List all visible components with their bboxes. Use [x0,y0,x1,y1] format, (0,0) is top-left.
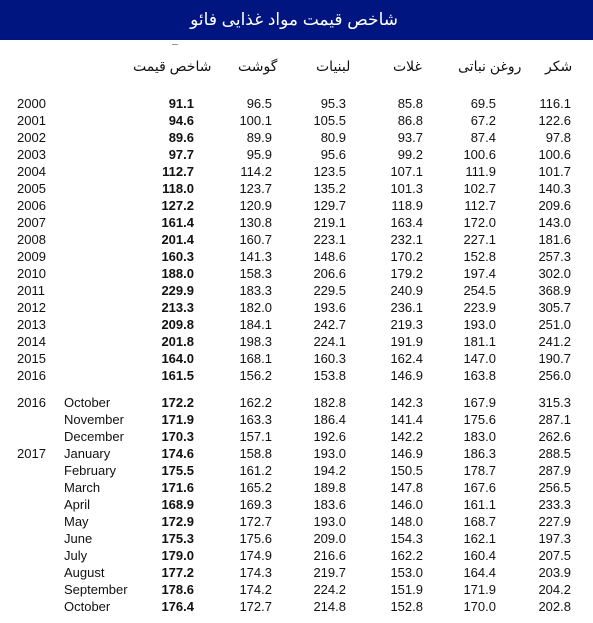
cell-cereals: 147.8 [390,480,423,495]
year: 2017 [17,446,46,461]
cell-cereals: 93.7 [397,130,423,145]
cell-index: 160.3 [161,249,194,264]
table-row [0,445,593,462]
cell-sugar: 209.6 [538,198,571,213]
cell-cereals: 170.2 [390,249,423,264]
month: May [64,514,89,529]
year: 2016 [17,368,46,383]
cell-meat: 162.2 [239,395,272,410]
month: August [64,565,105,580]
cell-cereals: 101.3 [390,181,423,196]
cell-cereals: 150.5 [390,463,423,478]
cell-sugar: 207.5 [538,548,571,563]
cell-cereals: 99.2 [397,147,423,162]
cell-meat: 174.2 [239,582,272,597]
cell-cereals: 146.0 [390,497,423,512]
table-row [0,350,593,367]
year: 2014 [17,334,46,349]
cell-index: 118.0 [162,181,194,196]
cell-dairy: 214.8 [313,599,346,614]
table-row [0,112,593,129]
cell-index: 175.5 [161,463,194,478]
title-bar [0,0,593,40]
cell-sugar: 190.7 [538,351,571,366]
cell-sugar: 143.0 [538,215,571,230]
cell-sugar: 262.6 [538,429,571,444]
cell-cereals: 162.4 [390,351,423,366]
cell-oils: 69.5 [470,96,496,111]
cell-dairy: 206.6 [313,266,346,281]
cell-oils: 164.4 [463,565,496,580]
cell-sugar: 227.9 [538,514,571,529]
table-row [0,411,593,428]
cell-dairy: 135.2 [313,181,346,196]
cell-sugar: 204.2 [538,582,571,597]
cell-dairy: 224.2 [313,582,346,597]
table-row [0,547,593,564]
year: 2001 [17,113,46,128]
header-sugar: شکر [545,58,573,74]
table-row [0,214,593,231]
year: 2013 [17,317,46,332]
cell-meat: 158.3 [239,266,272,281]
cell-index: 168.9 [161,497,194,512]
cell-dairy: 219.1 [313,215,346,230]
cell-cereals: 148.0 [390,514,423,529]
cell-sugar: 140.3 [538,181,571,196]
cell-index: 112.7 [162,164,194,179]
cell-index: 178.6 [161,582,194,597]
cell-oils: 193.0 [463,317,496,332]
cell-cereals: 154.3 [390,531,423,546]
cell-oils: 111.9 [465,164,496,179]
cell-cereals: 85.8 [397,96,423,111]
header-oils: روغن نباتی [458,58,522,74]
cell-index: 213.3 [161,300,194,315]
cell-index: 177.2 [161,565,194,580]
cell-index: 175.3 [161,531,194,546]
cell-dairy: 216.6 [313,548,346,563]
cell-sugar: 302.0 [538,266,571,281]
table-row [0,197,593,214]
cell-meat: 182.0 [239,300,272,315]
cell-index: 176.4 [161,599,194,614]
cell-dairy: 95.6 [320,147,346,162]
cell-cereals: 219.3 [390,317,423,332]
cell-meat: 172.7 [239,599,272,614]
cell-dairy: 219.7 [313,565,346,580]
table-row [0,316,593,333]
year: 2016 [17,395,46,410]
cell-index: 171.6 [161,480,194,495]
year: 2003 [17,147,46,162]
cell-meat: 89.9 [246,130,272,145]
cell-meat: 161.2 [239,463,272,478]
cell-cereals: 142.2 [390,429,423,444]
cell-sugar: 203.9 [538,565,571,580]
cell-sugar: 305.7 [538,300,571,315]
cell-cereals: 153.0 [390,565,423,580]
header-meat: گوشت [238,58,278,74]
cell-index: 172.9 [161,514,194,529]
cell-cereals: 141.4 [390,412,423,427]
year: 2004 [17,164,46,179]
cell-meat: 175.6 [239,531,272,546]
cell-sugar: 256.0 [538,368,571,383]
cell-sugar: 101.7 [538,164,571,179]
cell-oils: 87.4 [470,130,496,145]
table-row [0,479,593,496]
month: June [64,531,93,546]
year: 2005 [17,181,46,196]
month: December [64,429,124,444]
table-row [0,581,593,598]
cell-index: 201.4 [161,232,194,247]
table-row [0,248,593,265]
year: 2002 [17,130,46,145]
cell-oils: 172.0 [463,215,496,230]
cell-cereals: 118.9 [391,198,423,213]
cell-oils: 168.7 [463,514,496,529]
cell-oils: 197.4 [463,266,496,281]
table-row [0,231,593,248]
year: 2010 [17,266,46,281]
table-row [0,95,593,112]
table-row [0,462,593,479]
year: 2006 [17,198,46,213]
cell-dairy: 189.8 [313,480,346,495]
table-row [0,282,593,299]
cell-index: 161.5 [161,368,194,383]
year: 2007 [17,215,46,230]
cell-dairy: 182.8 [313,395,346,410]
cell-cereals: 240.9 [390,283,423,298]
cell-meat: 141.3 [239,249,272,264]
cell-oils: 171.9 [463,582,496,597]
cell-oils: 112.7 [464,198,496,213]
cell-sugar: 181.6 [538,232,571,247]
cell-meat: 165.2 [239,480,272,495]
cell-sugar: 287.9 [538,463,571,478]
table-row [0,146,593,163]
cell-meat: 157.1 [239,429,272,444]
cell-oils: 147.0 [463,351,496,366]
cell-index: 174.6 [161,446,194,461]
cell-index: 188.0 [161,266,194,281]
cell-meat: 172.7 [239,514,272,529]
cell-meat: 130.8 [239,215,272,230]
cell-cereals: 232.1 [390,232,423,247]
cell-oils: 160.4 [463,548,496,563]
cell-index: 97.7 [168,147,194,162]
cell-dairy: 223.1 [313,232,346,247]
cell-index: 201.8 [161,334,194,349]
cell-meat: 169.3 [239,497,272,512]
cell-oils: 170.0 [463,599,496,614]
cell-cereals: 236.1 [390,300,423,315]
year: 2012 [17,300,46,315]
header-dairy: لبنیات [316,58,351,74]
year: 2011 [17,283,45,298]
year: 2000 [17,96,46,111]
cell-oils: 227.1 [463,232,496,247]
table-row [0,428,593,445]
header-index: شاخص قیمت [133,58,212,74]
cell-meat: 100.1 [239,113,272,128]
cell-sugar: 122.6 [538,113,571,128]
cell-oils: 223.9 [463,300,496,315]
year: 2015 [17,351,46,366]
cell-sugar: 100.6 [538,147,571,162]
cell-meat: 158.8 [239,446,272,461]
cell-dairy: 193.6 [313,300,346,315]
cell-cereals: 107.1 [390,164,423,179]
cell-oils: 186.3 [463,446,496,461]
cell-oils: 167.6 [463,480,496,495]
cell-cereals: 179.2 [390,266,423,281]
cell-dairy: 105.5 [313,113,346,128]
cell-dairy: 193.0 [313,446,346,461]
table-row [0,496,593,513]
cell-index: 172.2 [161,395,194,410]
month: October [64,599,111,614]
cell-oils: 163.8 [463,368,496,383]
cell-sugar: 288.5 [538,446,571,461]
cell-sugar: 97.8 [545,130,571,145]
cell-meat: 120.9 [239,198,272,213]
cell-sugar: 287.1 [538,412,571,427]
cell-meat: 174.3 [239,565,272,580]
cell-sugar: 315.3 [538,395,571,410]
table-row [0,129,593,146]
cell-dairy: 229.5 [313,283,346,298]
cell-dairy: 193.0 [313,514,346,529]
cell-oils: 102.7 [463,181,496,196]
cell-oils: 167.9 [463,395,496,410]
header-divider [172,44,178,45]
cell-meat: 183.3 [239,283,272,298]
cell-dairy: 160.3 [313,351,346,366]
cell-sugar: 256.5 [538,480,571,495]
cell-oils: 100.6 [463,147,496,162]
cell-meat: 184.1 [239,317,272,332]
cell-sugar: 202.8 [538,599,571,614]
month: November [64,412,124,427]
cell-meat: 174.9 [239,548,272,563]
cell-sugar: 116.1 [539,96,571,111]
cell-oils: 181.1 [463,334,496,349]
cell-oils: 152.8 [463,249,496,264]
page-title: شاخص قیمت مواد غذایی فائو [190,10,398,29]
month: January [64,446,111,461]
cell-cereals: 142.3 [390,395,423,410]
cell-dairy: 153.8 [313,368,346,383]
month: March [64,480,101,495]
cell-dairy: 183.6 [313,497,346,512]
month: February [64,463,117,478]
cell-cereals: 162.2 [390,548,423,563]
cell-index: 94.6 [168,113,194,128]
cell-oils: 175.6 [463,412,496,427]
cell-dairy: 209.0 [313,531,346,546]
cell-oils: 254.5 [463,283,496,298]
cell-sugar: 241.2 [538,334,571,349]
month: October [64,395,111,410]
cell-cereals: 151.9 [390,582,423,597]
month: April [64,497,91,512]
cell-meat: 95.9 [246,147,272,162]
cell-dairy: 224.1 [313,334,346,349]
cell-index: 229.9 [161,283,194,298]
cell-dairy: 192.6 [313,429,346,444]
cell-dairy: 242.7 [313,317,346,332]
cell-index: 209.8 [161,317,194,332]
cell-cereals: 86.8 [397,113,423,128]
cell-dairy: 194.2 [313,463,346,478]
cell-dairy: 95.3 [320,96,346,111]
cell-oils: 161.1 [463,497,496,512]
cell-sugar: 251.0 [538,317,571,332]
cell-dairy: 80.9 [320,130,346,145]
cell-index: 179.0 [161,548,194,563]
cell-sugar: 368.9 [538,283,571,298]
month: September [64,582,128,597]
cell-meat: 114.2 [240,164,272,179]
table-row [0,163,593,180]
cell-dairy: 186.4 [313,412,346,427]
cell-index: 127.2 [161,198,194,213]
cell-meat: 96.5 [246,96,272,111]
cell-dairy: 129.7 [313,198,346,213]
cell-index: 89.6 [168,130,194,145]
cell-meat: 168.1 [239,351,272,366]
table-row [0,180,593,197]
cell-meat: 163.3 [239,412,272,427]
cell-oils: 178.7 [463,463,496,478]
cell-cereals: 163.4 [390,215,423,230]
cell-sugar: 257.3 [538,249,571,264]
table-row [0,333,593,350]
year: 2008 [17,232,46,247]
cell-meat: 123.7 [239,181,272,196]
cell-cereals: 146.9 [390,446,423,461]
cell-index: 164.0 [161,351,194,366]
cell-meat: 156.2 [239,368,272,383]
cell-index: 161.4 [161,215,194,230]
table-row [0,530,593,547]
cell-dairy: 148.6 [313,249,346,264]
cell-cereals: 191.9 [390,334,423,349]
cell-oils: 162.1 [463,531,496,546]
cell-meat: 198.3 [239,334,272,349]
table-row [0,265,593,282]
cell-oils: 67.2 [470,113,496,128]
month: July [64,548,88,563]
cell-sugar: 197.3 [538,531,571,546]
table-row [0,564,593,581]
table-row [0,367,593,384]
cell-oils: 183.0 [463,429,496,444]
table-row [0,394,593,411]
table-row [0,598,593,615]
cell-dairy: 123.5 [313,164,346,179]
cell-sugar: 233.3 [538,497,571,512]
cell-cereals: 152.8 [390,599,423,614]
cell-meat: 160.7 [239,232,272,247]
cell-index: 91.1 [168,96,194,111]
cell-cereals: 146.9 [390,368,423,383]
year: 2009 [17,249,46,264]
cell-index: 171.9 [161,412,194,427]
header-cereals: غلات [393,58,422,74]
table-row [0,299,593,316]
cell-index: 170.3 [161,429,194,444]
table-row [0,513,593,530]
